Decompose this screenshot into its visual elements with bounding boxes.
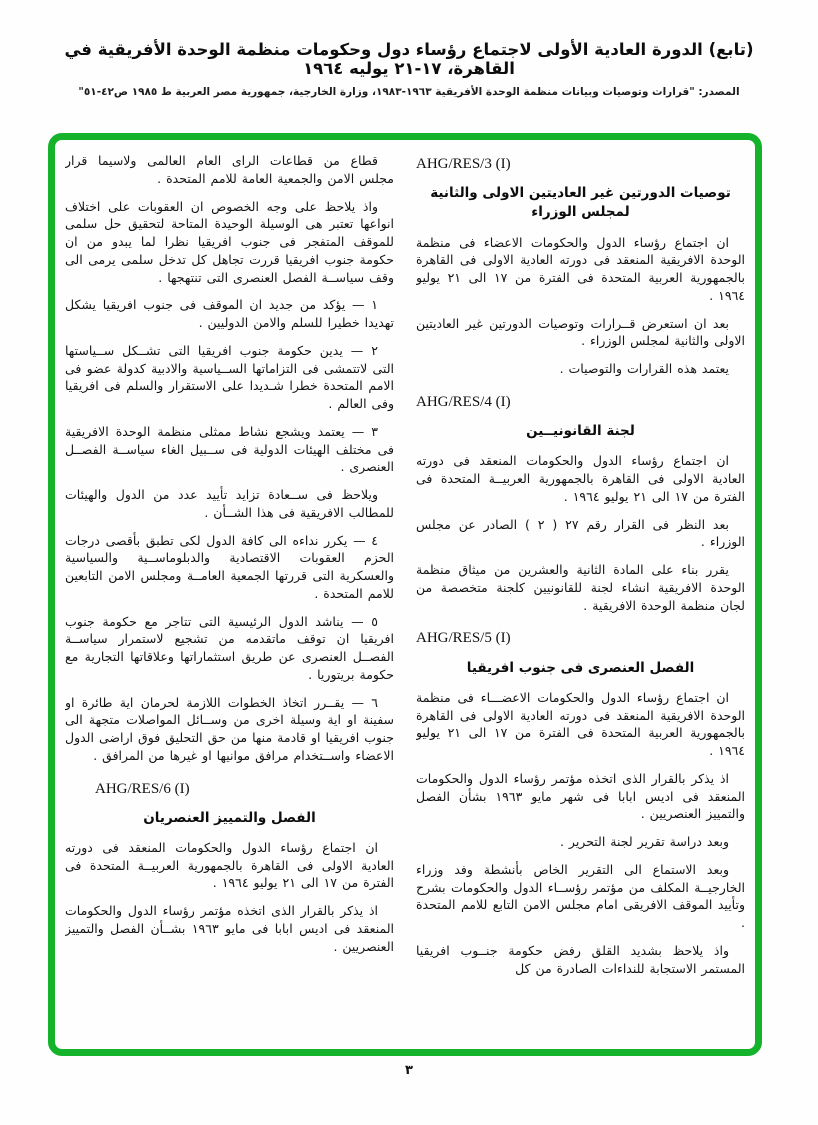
resolution-section-ahg-res-3 — [416, 154, 745, 378]
resolution-code: AHG/RES/4 (I) — [416, 393, 511, 410]
paragraph: وبعد الاستماع الى التقرير الخاص بأنشطة وفد وزراء الخارجيــة المكلف من مؤتمر رؤســاء الدول والحكومات بشرح وتأييد الموقف الافريقى امام مجلس الامن التابع للامم المتحدة . — [416, 861, 745, 931]
resolution-code: AHG/RES/3 (I) — [416, 156, 511, 172]
resolution-section-ahg-res-4 — [416, 392, 745, 614]
resolution-code: AHG/RES/6 (I) — [95, 780, 190, 797]
paragraph: ١ — يؤكد من جديد ان الموقف فى جنوب افريقيا يشكل تهديدا خطيرا للسلم والامن الدوليين . — [65, 297, 394, 330]
resolution-code: AHG/RES/5 (I) — [416, 630, 511, 647]
paragraph: ٦ — يقــرر اتخاذ الخطوات اللازمة لحرمان اية طائرة او سفينة او اية وسيلة اخرى من وســائل المواصلات متجهة الى جنوب افريقيا او قادمة منها من حق التحليق فوق اراضى الدول الاعضاء واســتخدام مرافق موانيها او غيرها من المرافق . — [65, 694, 394, 763]
document-header — [40, 40, 778, 98]
paragraph: ٣ — يعتمد ويشجع نشاط ممثلى منظمة الوحدة الافريقية فى مختلف الهيئات الدولية فى ســبيل الغاء سياســة الفصــل العنصرى . — [65, 423, 394, 475]
two-column-layout — [55, 140, 755, 1049]
resolution-continuation-section — [65, 152, 394, 765]
paragraph: قطاع من قطاعات الراى العام العالمى ولاسيما قرار مجلس الامن والجمعية العامة للامم المتحدة . — [65, 153, 394, 186]
paragraph: ويلاحظ فى ســعادة تزايد تأييد عدد من الدول والهيئات للمطالب الافريقية فى هذا الشــأن . — [65, 487, 394, 520]
paragraph: ان اجتماع رؤساء الدول والحكومات الاعضـــاء فى منظمة الوحدة الافريقية المنعقد فى دورته العادية الاولى فى القاهرة بالجمهورية العربية المتحدة فى الفترة من ١٧ الى ٢١ يوليو ١٩٦٤ . — [416, 689, 745, 759]
column-right — [416, 152, 745, 1041]
paragraph: وبعد دراسة تقرير لجنة التحرير . — [559, 834, 729, 850]
page-number: ٣ — [405, 1063, 413, 1078]
resolution-title: الفصل العنصرى فى جنوب افريقيا — [466, 659, 695, 676]
paragraph: ان اجتماع رؤساء الدول والحكومات المنعقد فى دورته العادية الاولى فى القاهرة بالجمهورية العربيــة المتحدة فى الفترة من ١٧ الى ٢١ يوليو ١٩٦٤ . — [416, 453, 745, 504]
paragraph: ان اجتماع رؤساء الدول والحكومات الاعضاء فى منظمة الوحدة الافريقية المنعقد فى دورته العادية الاولى فى القاهرة بالجمهورية العربية المتحدة فى الفترة من ١٧ الى ٢١ يوليو ١٩٦٤ . — [416, 234, 745, 303]
resolution-section-ahg-res-5 — [416, 628, 745, 977]
paragraph: واذ يلاحظ على وجه الخصوص ان العقوبات على اختلاف انواعها تعتبر هى الوسيلة الوحيدة المتاحة لتحقيق حل سلمى للموقف المتفجر فى جنوب افريقيا نظرا لما يبدو من ان حكومة جنوب افريقيا قررت تجاهل كل تدخل سلمى يرمى الى وقف سياســة الفصل العنصرى التى تنتهجها . — [65, 198, 394, 285]
paragraph: اذ يذكر بالقرار الذى اتخذه مؤتمر رؤساء الدول والحكومات المنعقد فى اديس ابابا فى شهر مايو ١٩٦٣ بشأن الفصل والتمييز العنصريين . — [416, 770, 745, 822]
resolution-title: توصيات الدورتين غير العاديتين الاولى والثانية لمجلس الوزراء — [430, 185, 731, 221]
paragraph: يعتمد هذه القرارات والتوصيات . — [559, 361, 729, 377]
column-left — [65, 152, 394, 1041]
paragraph: ان اجتماع رؤساء الدول والحكومات المنعقد فى دورته العادية الاولى فى القاهرة بالجمهورية العربيــة المتحدة فى الفترة من ١٧ الى ٢١ يوليو ١٩٦٤ . — [65, 839, 394, 891]
resolution-title: الفصل والتمييز العنصريان — [143, 809, 316, 826]
paragraph: ٢ — يدين حكومة جنوب افريقيا التى تشــكل ســياستها التى لاتتمشى فى التزاماتها الســياسية والادبية كدولة عضو فى الامم المتحدة خطرا شـديدا على الاستقرار والسلم فى افريقيا وفى العالم . — [65, 342, 394, 411]
paragraph: اذ يذكر بالقرار الذى اتخذه مؤتمر رؤساء الدول والحكومات المنعقد فى اديس ابابا فى مايو ١٩٦٣ بشــأن الفصل والتمييز العنصريين . — [65, 903, 394, 954]
paragraph: ٥ — يناشد الدول الرئيسية التى تتاجر مع حكومة جنوب افريقيا ان توقف ماتقدمه من تشجيع لاستمرار سياســة الفصــل العنصرى عن طريق استثماراتها وعلاقاتها التجارية مع حكومة بريتوريا . — [65, 613, 394, 682]
document-title: (تابع) الدورة العادية الأولى لاجتماع رؤساء دول وحكومات منظمة الوحدة الأفريقية في القاهرة، ١٧-٢١ يوليه ١٩٦٤ — [64, 40, 754, 78]
highlight-border-box — [48, 133, 762, 1056]
paragraph: ٤ — يكرر نداءه الى كافة الدول لكى تطبق بأقصى درجات الحزم العقوبات الاقتصادية والدبلوماســية والسياسية والعسكرية التى قررتها الجمعية العامــة ومجلس الامن التابعين للامم المتحدة . — [65, 532, 394, 601]
paragraph: واذ يلاحظ بشديد القلق رفض حكومة جنــوب افريقيا المستمر الاستجابة للنداءات الصادرة من كل — [416, 942, 745, 976]
resolution-title: لجنة القانونيــين — [526, 423, 635, 440]
paragraph: يقرر بناء على المادة الثانية والعشرين من ميثاق منظمة الوحدة الافريقية انشاء لجنة للقانونيين كلجنة متخصصة من لجان منظمة الوحدة الافريقية . — [416, 562, 745, 613]
document-source: المصدر: "قرارات وتوصيات وبيانات منظمة الوحدة الأفريقية ١٩٦٣-١٩٨٣، وزارة الخارجية، جمهورية مصر العربية ط ١٩٨٥ ص٤٢-٥١" — [78, 86, 740, 98]
paragraph: بعد ان استعرض قــرارات وتوصيات الدورتين غير العاديتين الاولى والثانية لمجلس الوزراء . — [416, 315, 745, 349]
resolution-section-ahg-res-6 — [65, 779, 394, 956]
paragraph: بعد النظر فى القرار رقم ٢٧ ( ٢ ) الصادر عن مجلس الوزراء . — [416, 516, 745, 550]
